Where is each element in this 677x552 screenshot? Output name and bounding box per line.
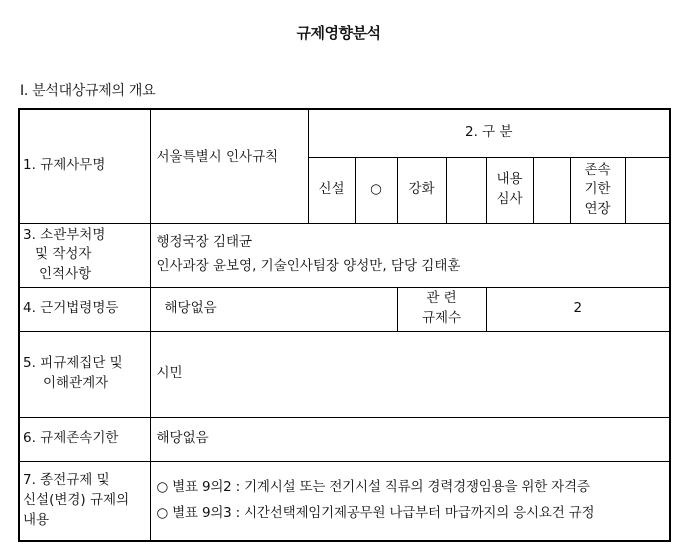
- label-content-line-3: 내용: [23, 511, 50, 528]
- category-extend-label: [570, 157, 625, 223]
- value-legal-basis: 해당없음: [150, 287, 397, 331]
- label-content-line-1: 7. 종전규제 및: [23, 472, 110, 489]
- label-previous-new-content: [19, 461, 150, 541]
- table-row: [19, 223, 670, 287]
- value-related-count: 2: [486, 287, 670, 331]
- value-regulation-name: 서울특별시 인사규칙: [150, 109, 308, 223]
- value-content-list: [150, 461, 670, 541]
- table-row: [19, 417, 670, 461]
- category-extend-line-3: 연장: [584, 200, 611, 217]
- regulation-overview-table: [18, 108, 671, 542]
- label-department-line-2: 및 작성자: [35, 246, 92, 263]
- category-extend-line-2: 기한: [584, 181, 611, 198]
- section-heading: Ⅰ. 분석대상규제의 개요: [20, 83, 156, 99]
- department-line-1: 행정국장 김태균: [156, 233, 253, 250]
- table-row: [19, 331, 670, 417]
- value-department: [150, 223, 670, 287]
- table-row: [19, 109, 670, 157]
- category-strengthen-mark: [446, 157, 486, 223]
- label-duration: 6. 규제존속기한: [19, 417, 150, 461]
- label-department: [19, 223, 150, 287]
- label-department-line-3: 인적사항: [39, 265, 92, 282]
- category-extend-mark: [625, 157, 670, 223]
- label-legal-basis: 4. 근거법령명등: [19, 287, 150, 331]
- document-title: 규제영향분석: [296, 24, 381, 42]
- category-review-line-2: 심사: [496, 191, 523, 207]
- label-department-line-1: 3. 소관부처명: [23, 226, 106, 243]
- label-content-line-2: 신설(변경) 규제의: [23, 491, 130, 508]
- label-stakeholders: [19, 331, 150, 417]
- content-item-2: ○ 별표 9의3 : 시간선택제임기제공무원 나급부터 마급까지의 응시요건 규정: [156, 504, 595, 521]
- label-stakeholders-line-2: 이해관계자: [43, 375, 109, 391]
- label-stakeholders-line-1: 5. 피규제집단 및: [23, 355, 123, 372]
- table-row: [19, 287, 670, 331]
- division-header: 2. 구 분: [308, 109, 670, 157]
- label-related-count: [397, 287, 486, 331]
- related-label-line-1: 관 련: [426, 290, 457, 307]
- label-regulation-name: 1. 규제사무명: [19, 109, 150, 223]
- category-review-mark: [533, 157, 570, 223]
- category-extend-line-1: 존속: [584, 161, 611, 178]
- category-new-label: 신설: [308, 157, 355, 223]
- category-review-line-1: 내용: [496, 171, 523, 188]
- category-strengthen-label: 강화: [397, 157, 446, 223]
- table-row: [19, 461, 670, 541]
- value-stakeholders: 시민: [150, 331, 670, 417]
- category-new-mark: ○: [355, 157, 397, 223]
- department-line-2: 인사과장 윤보영, 기술인사팀장 양성만, 담당 김태훈: [156, 257, 461, 274]
- category-review-label: [486, 157, 533, 223]
- value-duration: 해당없음: [150, 417, 670, 461]
- related-label-line-2: 규제수: [421, 310, 462, 326]
- content-item-1: ○ 별표 9의2 : 기계시설 또는 전기시설 직류의 경력경쟁임용을 위한 자격증: [156, 479, 590, 496]
